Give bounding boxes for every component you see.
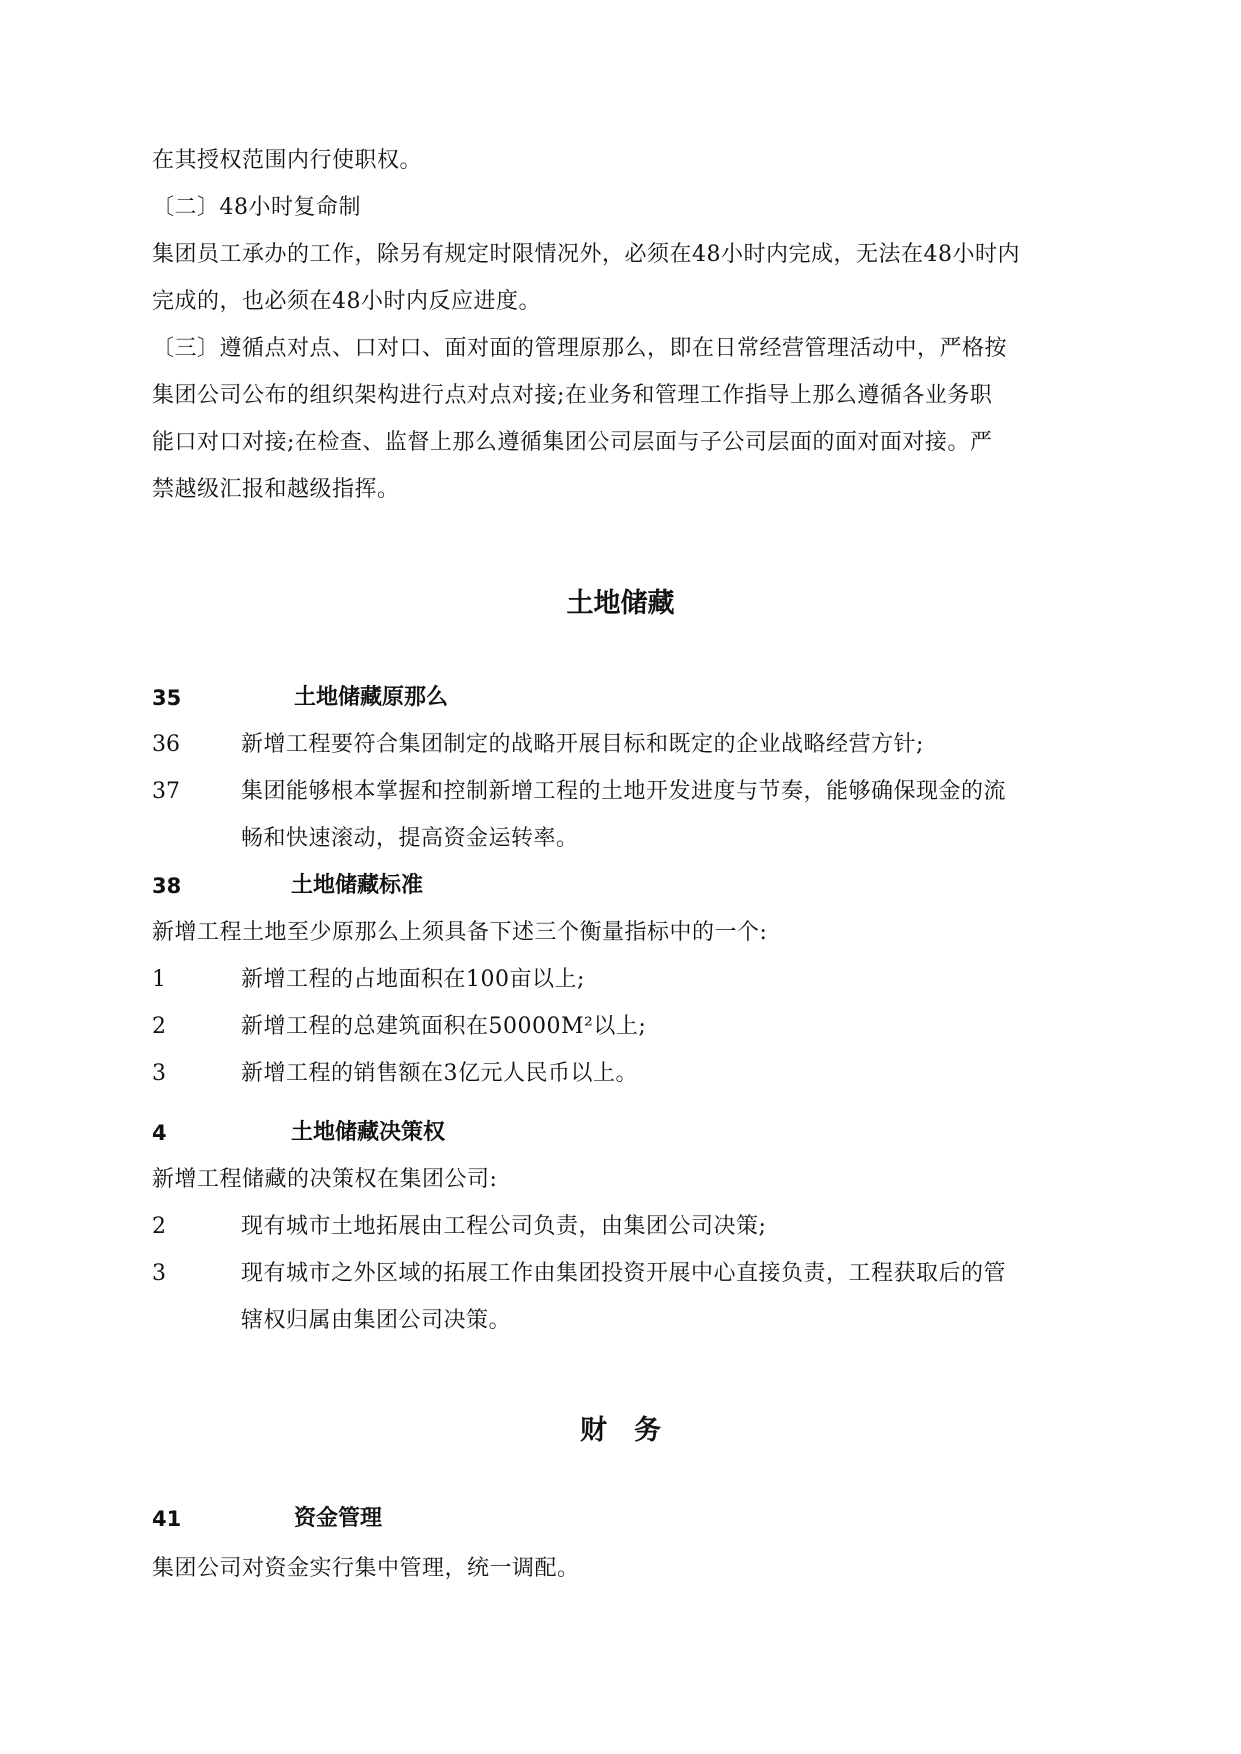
list-number: 3 — [152, 1061, 166, 1086]
clause-number: 4 — [152, 1121, 167, 1145]
list-number: 2 — [152, 1214, 166, 1239]
paragraph-line: 集团公司公布的组织架构进行点对点对接;在业务和管理工作指导上那么遵循各业务职 — [152, 383, 993, 408]
paragraph-line: 集团员工承办的工作，除另有规定时限情况外，必须在48小时内完成，无法在48小时内 — [152, 242, 1020, 267]
section-title-land-reserve: 土地储藏 — [566, 588, 675, 619]
list-text: 现有城市土地拓展由工程公司负责，由集团公司决策; — [241, 1214, 767, 1239]
list-number: 3 — [152, 1261, 166, 1286]
paragraph-line: 新增工程储藏的决策权在集团公司: — [152, 1167, 498, 1192]
clause-heading: 土地储藏决策权 — [291, 1120, 446, 1145]
section-title-finance: 财 务 — [580, 1415, 661, 1446]
clause-number: 37 — [152, 779, 180, 804]
clause-heading: 资金管理 — [294, 1506, 383, 1531]
clause-text: 集团能够根本掌握和控制新增工程的土地开发进度与节奏，能够确保现金的流 — [241, 779, 1007, 804]
clause-text: 新增工程要符合集团制定的战略开展目标和既定的企业战略经营方针; — [241, 732, 924, 757]
paragraph-line: 禁越级汇报和越级指挥。 — [152, 477, 400, 502]
clause-number: 38 — [152, 874, 182, 898]
paragraph-line: 能口对口对接;在检查、监督上那么遵循集团公司层面与子公司层面的面对面对接。严 — [152, 430, 993, 455]
list-text: 新增工程的总建筑面积在50000M²以上; — [241, 1014, 647, 1039]
list-text: 辖权归属由集团公司决策。 — [241, 1308, 512, 1333]
clause-number: 35 — [152, 686, 182, 710]
paragraph-line: 新增工程土地至少原那么上须具备下述三个衡量指标中的一个: — [152, 920, 768, 945]
list-number: 2 — [152, 1014, 166, 1039]
clause-heading: 土地储藏标准 — [291, 873, 424, 898]
clause-number: 36 — [152, 732, 180, 757]
clause-number: 41 — [152, 1507, 182, 1531]
list-text: 新增工程的占地面积在100亩以上; — [241, 967, 585, 992]
list-text: 新增工程的销售额在3亿元人民币以上。 — [241, 1061, 638, 1086]
paragraph-line: 完成的，也必须在48小时内反应进度。 — [152, 289, 541, 314]
clause-heading: 土地储藏原那么 — [294, 685, 449, 710]
clause-text: 畅和快速滚动，提高资金运转率。 — [241, 826, 579, 851]
list-text: 现有城市之外区域的拓展工作由集团投资开展中心直接负责，工程获取后的管 — [241, 1261, 1007, 1286]
paragraph-line: 〔二〕48小时复命制 — [152, 195, 361, 220]
list-number: 1 — [152, 967, 166, 992]
paragraph-line: 集团公司对资金实行集中管理，统一调配。 — [152, 1556, 580, 1581]
paragraph-line: 〔三〕遵循点对点、口对口、面对面的管理原那么，即在日常经营管理活动中，严格按 — [152, 336, 1008, 361]
paragraph-line: 在其授权范围内行使职权。 — [152, 148, 423, 173]
